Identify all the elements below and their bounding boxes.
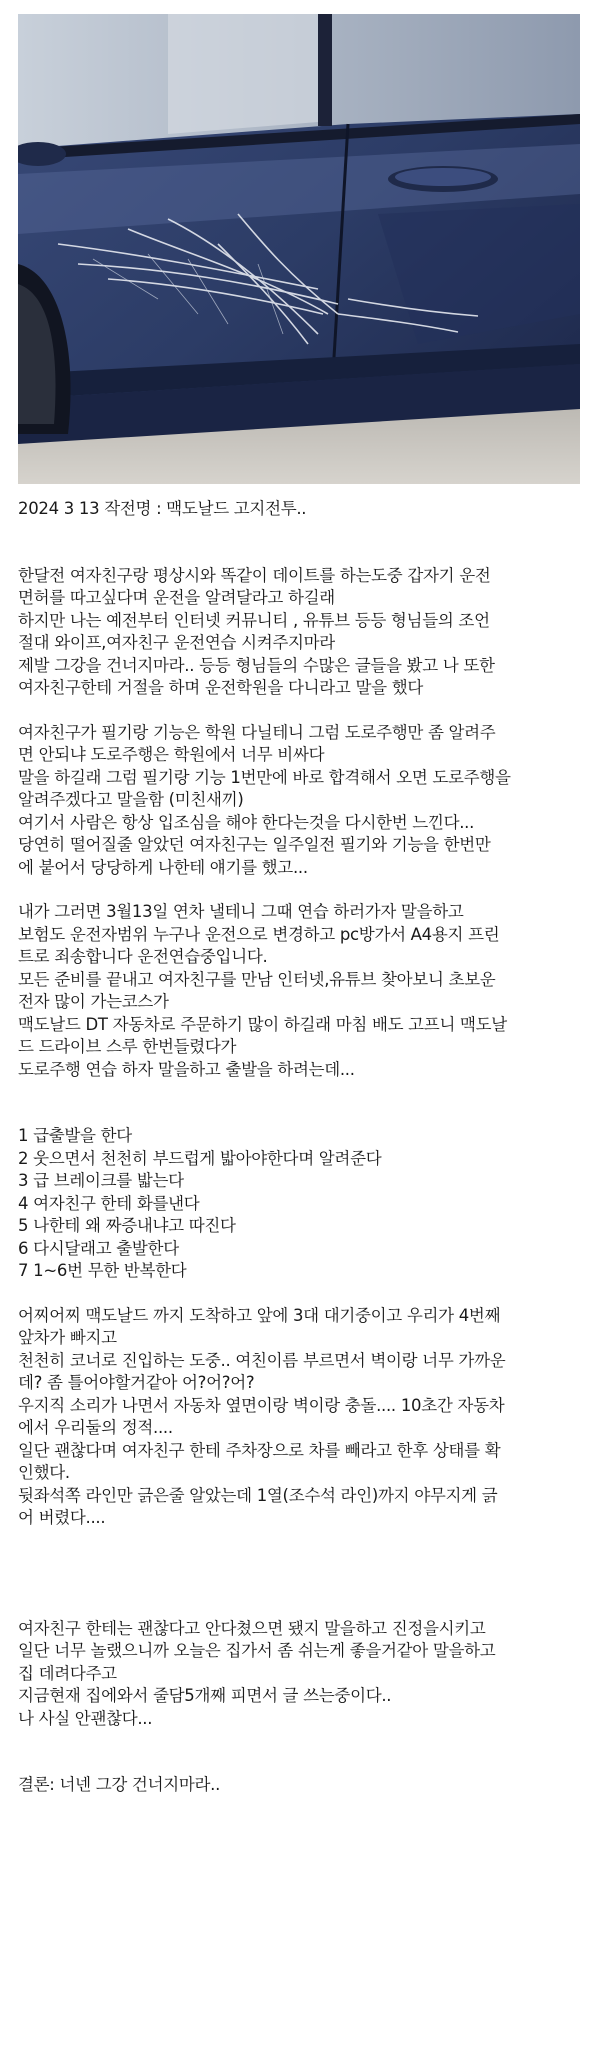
list-item: 5 나한테 왜 짜증내냐고 따진다 <box>18 1216 236 1235</box>
text-line: 나 사실 안괜찮다... <box>18 1708 153 1728</box>
paragraph-3 <box>18 901 584 1081</box>
paragraph-4 <box>18 1305 584 1530</box>
text-line: 절대 와이프,여자친구 운전연습 시켜주지마라 <box>18 633 335 652</box>
text-line: 어찌어찌 맥도날드 까지 도착하고 앞에 3대 대기중이고 우리가 4번째 <box>18 1305 501 1325</box>
text-line: 전자 많이 가는코스가 <box>18 992 169 1011</box>
text-line: 한달전 여자친구랑 평상시와 똑같이 데이트를 하는도중 갑자기 운전 <box>18 565 491 585</box>
text-line: 여자친구 한테는 괜찮다고 안다쳤으면 됐지 말을하고 진정을시키고 <box>18 1618 486 1638</box>
text-line: 제발 그강을 건너지마라.. 등등 형님들의 수많은 글들을 봤고 나 또한 <box>18 655 495 675</box>
text-line: 당연히 떨어질줄 알았던 여자친구는 일주일전 필기와 기능을 한번만 <box>18 835 491 854</box>
text-line: 일단 괜찮다며 여자친구 한테 주차장으로 차를 빼라고 한후 상태를 확 <box>18 1440 501 1460</box>
text-line: 집 데려다주고 <box>18 1663 117 1683</box>
text-line: 면허를 따고싶다며 운전을 알려달라고 하길래 <box>18 588 335 607</box>
list-item: 7 1~6번 무한 반복한다 <box>18 1261 187 1280</box>
text-line: 내가 그러면 3월13일 연차 낼테니 그때 연습 하러가자 말을하고 <box>18 902 464 921</box>
text-line: 맥도날드 DT 자동차로 주문하기 많이 하길래 마침 배도 고프니 맥도날 <box>18 1014 507 1034</box>
paragraph-2 <box>18 722 584 880</box>
text-line: 일단 너무 놀랬으니까 오늘은 집가서 좀 쉬는게 좋을거같아 말을하고 <box>18 1641 496 1660</box>
text-line: 인했다. <box>18 1463 70 1482</box>
text-line: 지금현재 집에와서 줄담5개째 피면서 글 쓰는중이다.. <box>18 1686 392 1705</box>
text-line: 데? 좀 틀어야할거같아 어?어?어? <box>18 1373 255 1392</box>
text-line: 뒷좌석쪽 라인만 긁은줄 알았는데 1열(조수석 라인)까지 야무지게 긁 <box>18 1485 498 1505</box>
text-line: 도로주행 연습 하자 말을하고 출발을 하려는데... <box>18 1059 355 1079</box>
post-body <box>18 498 584 1797</box>
text-line: 트로 죄송합니다 운전연습중입니다. <box>18 947 268 966</box>
text-line: 에서 우리둘의 정적.... <box>18 1418 173 1437</box>
text-line: 여자친구가 필기랑 기능은 학원 다닐테니 그럼 도로주행만 좀 알려주 <box>18 722 496 742</box>
paragraph-5 <box>18 1618 584 1731</box>
text-line: 보험도 운전자범위 누구나 운전으로 변경하고 pc방가서 A4용지 프린 <box>18 924 500 944</box>
list-item: 6 다시달래고 출발한다 <box>18 1238 179 1258</box>
text-line: 우지직 소리가 나면서 자동차 옆면이랑 벽이랑 충돌.... 10초간 자동차 <box>18 1395 505 1415</box>
text-line: 말을 하길래 그럼 필기랑 기능 1번만에 바로 합격해서 오면 도로주행을 <box>18 767 511 787</box>
text-line: 어 버렸다.... <box>18 1508 106 1527</box>
text-line: 드 드라이브 스루 한번들렸다가 <box>18 1037 237 1056</box>
text-line: 여자친구한테 거절을 하며 운전학원을 다니라고 말을 했다 <box>18 678 424 697</box>
text-line: 하지만 나는 예전부터 인터넷 커뮤니티 , 유튜브 등등 형님들의 조언 <box>18 610 490 630</box>
text-line: 에 붙어서 당당하게 나한테 얘기를 했고... <box>18 857 308 877</box>
list-item: 3 급 브레이크를 밟는다 <box>18 1171 184 1190</box>
text-line: 면 안되냐 도로주행은 학원에서 너무 비싸다 <box>18 745 325 764</box>
paragraph-1 <box>18 565 584 700</box>
text-line: 여기서 사람은 항상 입조심을 해야 한다는것을 다시한번 느낀다... <box>18 812 475 832</box>
text-line: 모든 준비를 끝내고 여자친구를 만남 인터넷,유튜브 찾아보니 초보운 <box>18 969 496 989</box>
conclusion: 결론: 너넨 그강 건너지마라.. <box>18 1775 221 1794</box>
list-item: 2 웃으면서 천천히 부드럽게 밟아야한다며 알려준다 <box>18 1148 382 1168</box>
list-item: 4 여자친구 한테 화를낸다 <box>18 1193 200 1213</box>
date-line: 2024 3 13 작전명 : 맥도날드 고지전투.. <box>18 499 307 518</box>
text-line: 천천히 코너로 진입하는 도중.. 여친이름 부르면서 벽이랑 너무 가까운 <box>18 1350 506 1370</box>
text-line: 알려주겠다고 말을함 (미친새끼) <box>18 790 244 809</box>
steps-list <box>18 1125 584 1283</box>
car-door-scratch-photo <box>18 14 580 484</box>
list-item: 1 급출발을 한다 <box>18 1126 132 1145</box>
text-line: 앞차가 빠지고 <box>18 1328 117 1347</box>
